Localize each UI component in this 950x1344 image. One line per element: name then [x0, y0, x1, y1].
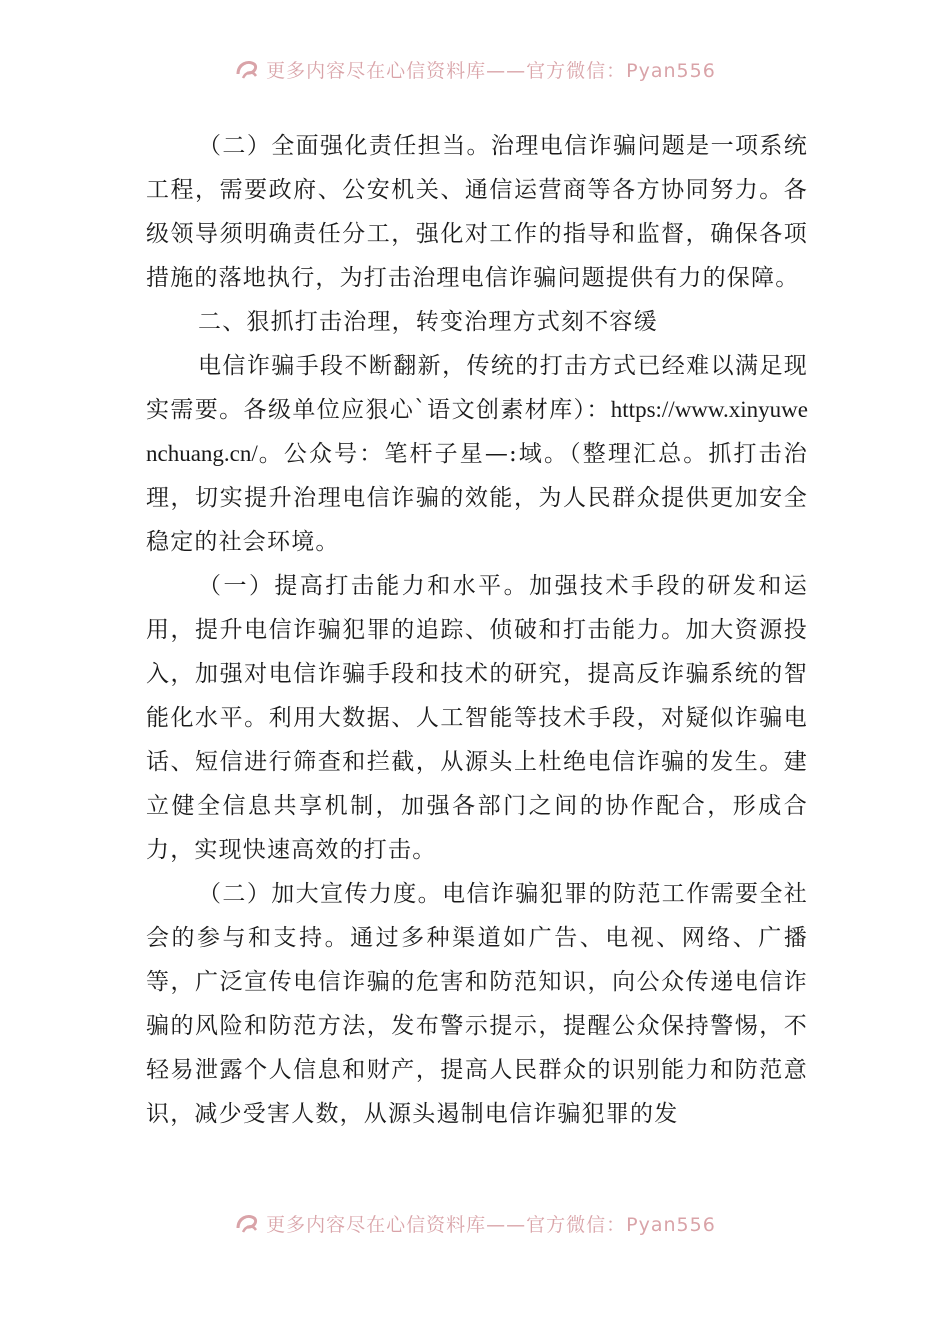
paragraph-text-b: 。公众号：笔杆子星—:域。（整理汇总。抓打击治理，切实提升治理电信诈骗的效能，为人民群众提供更加安全稳定的社会环境。 — [146, 441, 808, 555]
footer-watermark — [0, 1206, 950, 1240]
paragraph-crackdown — [146, 344, 808, 564]
logo-icon — [234, 56, 260, 82]
paragraph-capability: （一）提高打击能力和水平。加强技术手段的研发和运用，提升电信诈骗犯罪的追踪、侦破和打击能力。加大资源投入，加强对电信诈骗手段和技术的研究，提高反诈骗系统的智能化水平。利用大数据、人工智能等技术手段，对疑似诈骗电话、短信进行筛查和拦截，从源头上杜绝电信诈骗的发生。建立健全信息共享机制，加强各部门之间的协作配合，形成合力，实现快速高效的打击。 — [146, 573, 808, 863]
url-text: https://www.xinyuwenchuang.cn/ — [146, 397, 808, 466]
logo-icon — [234, 1210, 260, 1236]
paragraph-responsibility: （二）全面强化责任担当。治理电信诈骗问题是一项系统工程，需要政府、公安机关、通信运营商等各方协同努力。各级领导须明确责任分工，强化对工作的指导和监督，确保各项措施的落地执行，为打击治理电信诈骗问题提供有力的保障。 — [146, 133, 808, 291]
watermark-text: 更多内容尽在心信资料库——官方微信：Pyan556 — [266, 1213, 716, 1236]
watermark-text: 更多内容尽在心信资料库——官方微信：Pyan556 — [266, 59, 716, 82]
paragraph-publicity: （二）加大宣传力度。电信诈骗犯罪的防范工作需要全社会的参与和支持。通过多种渠道如广告、电视、网络、广播等，广泛宣传电信诈骗的危害和防范知识，向公众传递电信诈骗的风险和防范方法，发布警示提示，提醒公众保持警惕，不轻易泄露个人信息和财产，提高人民群众的识别能力和防范意识，减少受害人数，从源头遏制电信诈骗犯罪的发 — [146, 881, 808, 1127]
paragraph-text-a: 电信诈骗手段不断翻新，传统的打击方式已经难以满足现实需要。各级单位应狠心`语文创素材库）： — [146, 353, 808, 423]
document-body — [146, 124, 808, 1136]
section-heading: 二、狠抓打击治理，转变治理方式刻不容缓 — [198, 309, 658, 335]
header-watermark — [0, 52, 950, 86]
